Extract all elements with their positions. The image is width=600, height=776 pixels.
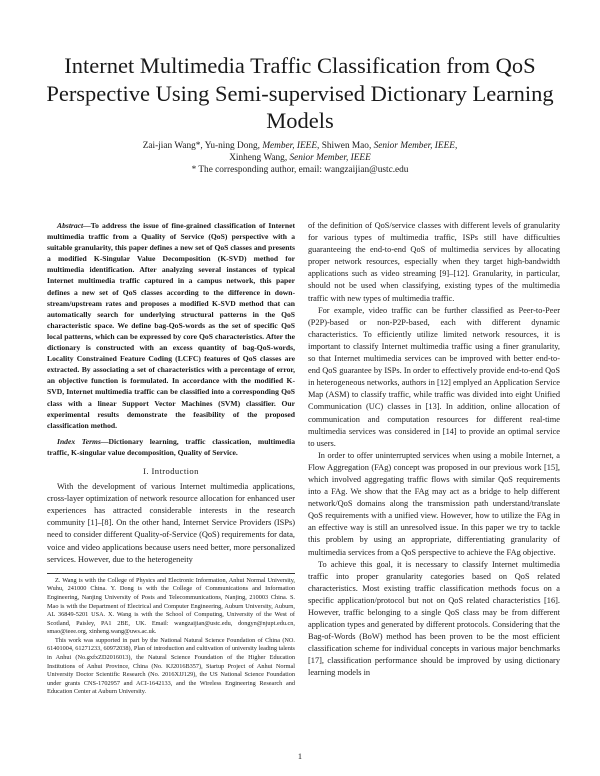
intro-paragraph-4: In order to offer uninterrupted services when using a mobile Internet, a Flow Aggregation (FAg) concept was proposed in our previous work [15], which involved aggregating traffic flows with similar QoS requirements into a FAg. We show that the FAg may act as a bridge to help different network/QoS domains along the transmission path understand/translate QoS requirements with a unified view. However, how to utilize the FAg in an effective way is still an unresolved issue. In this paper we try to tackle this problem by using an appropriate, differentiating granularity of multimedia services from a QoS perspective to achieve the FAg objective. — [308, 450, 560, 557]
footnote-divider — [47, 573, 295, 574]
abstract-label: Abstract — [57, 221, 84, 230]
paper-title: Internet Multimedia Traffic Classification from QoS Perspective Using Semi-supervised Dictionary Learning Models — [46, 53, 554, 133]
author-names-1: Zai-jian Wang*, Yu-ning Dong, — [142, 141, 263, 151]
author-line-end: , — [454, 141, 458, 151]
abstract-text: —To address the issue of fine-grained classification of Internet multimedia traffic from a Quality of Service (QoS) perspective with a suitable granularity, this paper defines a new set of QoS classes and presents a modified K-Singular Value Decomposition (K-SVD) method for multimedia identification. After analyzing several instances of typical Internet multimedia traffic captured in a campus network, this paper defines a new set of QoS classes according to the difference in down-stream/upstream rates and proposes a modified K-SVD method that can automatically search for underlying structural patterns in the QoS characteristic space. We define bag-QoS-words as the set of specific QoS local patterns, which can be expressed by core QoS characteristics. After the dictionary is constructed with an excess quantity of bag-QoS-words, Locality Constrained Feature Coding (LCFC) features of QoS classes are extracted. By associating a set of characteristics with a percentage of error, an objective function is formulated. In accordance with the modified K-SVD, Internet multimedia traffic can be classified into a corresponding QoS class with a linear Support Vector Machines (SVM) classifier. Our experimental results demonstrate the feasibility of the proposed classification method. — [47, 221, 295, 430]
corresponding-author: * The corresponding author, email: wangzaijian@ustc.edu — [191, 165, 409, 175]
index-terms — [47, 436, 295, 458]
authors-line-1 — [40, 140, 560, 152]
author-role-2: Senior Member, IEEE — [373, 141, 455, 151]
author-role-3: Senior Member, IEEE — [289, 153, 371, 163]
right-column — [308, 220, 560, 680]
abstract — [47, 220, 295, 431]
author-role-1: Member, IEEE — [262, 141, 318, 151]
funding-footnote: This work was supported in part by the National Natural Science Foundation of China (NO. 61401004, 61271233, 60972038), Plan of introduction and cultivation of university leading talents in Anhui (No.gxfxZD2016013), the Natural Science Foundation of the Higher Education Institutions of Anhui Province, China (No. KJ2016B357), Startup Project of Anhui Normal University Doctor Scientific Research (No. 2016XJJ129), the US National Science Foundation under grants CNS-1702957 and ACI-1642133, and the Wireless Engineering Research and Education Center at Auburn University. — [47, 636, 295, 696]
author-names-2: , Shiwen Mao, — [317, 141, 374, 151]
affiliation-footnote: Z. Wang is with the College of Physics and Electronic Information, Anhui Normal University, Wuhu, 241000 China. Y. Dong is with the College of Communications and Information Engineering, Nanjing University of Posts and Telecommunications, Nanjing, 210003 China. S. Mao is with the Department of Electrical and Computer Engineering, Auburn University, Auburn, AL 36849-5201 USA. X. Wang is with the School of Computing, University of the West of Scotland, Paisley, PA1 2BE, UK. Email: wangzaijian@ustc.edu, dongyn@njupt.edu.cn, smao@ieee.org, xinheng.wang@uws.ac.uk. — [47, 576, 295, 636]
page-number: 1 — [297, 752, 303, 761]
author-names-3: Xinheng Wang, — [229, 153, 290, 163]
left-column — [47, 220, 295, 697]
intro-paragraph-3: For example, video traffic can be further classified as Peer-to-Peer (P2P)-based or non-P2P-based, each with different dynamic characteristics. To efficiently utilize limited network resources, it is important to classify Internet multimedia traffic using a finer granularity, so that Internet multimedia services can be improved with better end-to-end QoS guarantee by ISPs. In order to effectively provide end-to-end QoS in heterogeneous networks, authors in [12] emplyed an Application Service Map (ASM) to classify traffic, while traffic was divided into eight Unified Communication (UC) classes in [13]. In addition, online allocation of communication and computation resources for different real-time multimedia services was considered in [14] to provide an optimal service to users. — [308, 305, 560, 448]
authors-line-2 — [40, 152, 560, 164]
intro-paragraph-2: of the definition of QoS/service classes with different levels of granularity for various types of multimedia traffic, ISPs still have difficulties guaranteeing the end-to-end QoS of multimedia services by allocating proper network resources, especially when they target high-bandwidth applications such as video streaming [9]–[12]. Granularity, in particular, should not be used when classifying, existing types of the multimedia traffic with new types of multimedia traffic. — [308, 221, 560, 303]
author-block — [40, 140, 560, 176]
intro-paragraph-5: To achieve this goal, it is necessary to classify Internet multimedia traffic into proper granularity categories based on QoS related characteristics. Most existing traffic classification methods focus on a specific application/protocol but not on QoS related characteristics [16]. However, traffic belonging to a single QoS class may be from different application types and generated by different protocols. Considering that the Bag-of-Words (BoW) method has been proven to be the most efficient classification scheme for individual concepts in various major benchmarks [17], classification performance should be improved by using dictionary learning models in — [308, 559, 560, 678]
intro-paragraph-1: With the development of various Internet multimedia applications, cross-layer optimization of network resource allocation for enhanced user experiences has attracted considerable interests in the research community [1]–[8]. On the other hand, Internet Service Providers (ISPs) need to consider different Quality-of-Service (QoS) requirements for data, voice and video applications because users need better, more personalized services. However, due to the heterogeneity — [47, 482, 295, 564]
index-terms-text: —Dictionary learning, traffic classication, multimedia traffic, K-singular value decomposition, Quality of Service. — [47, 436, 296, 457]
index-terms-label: Index Terms — [57, 436, 101, 446]
section-heading: I. Introduction — [143, 465, 199, 476]
